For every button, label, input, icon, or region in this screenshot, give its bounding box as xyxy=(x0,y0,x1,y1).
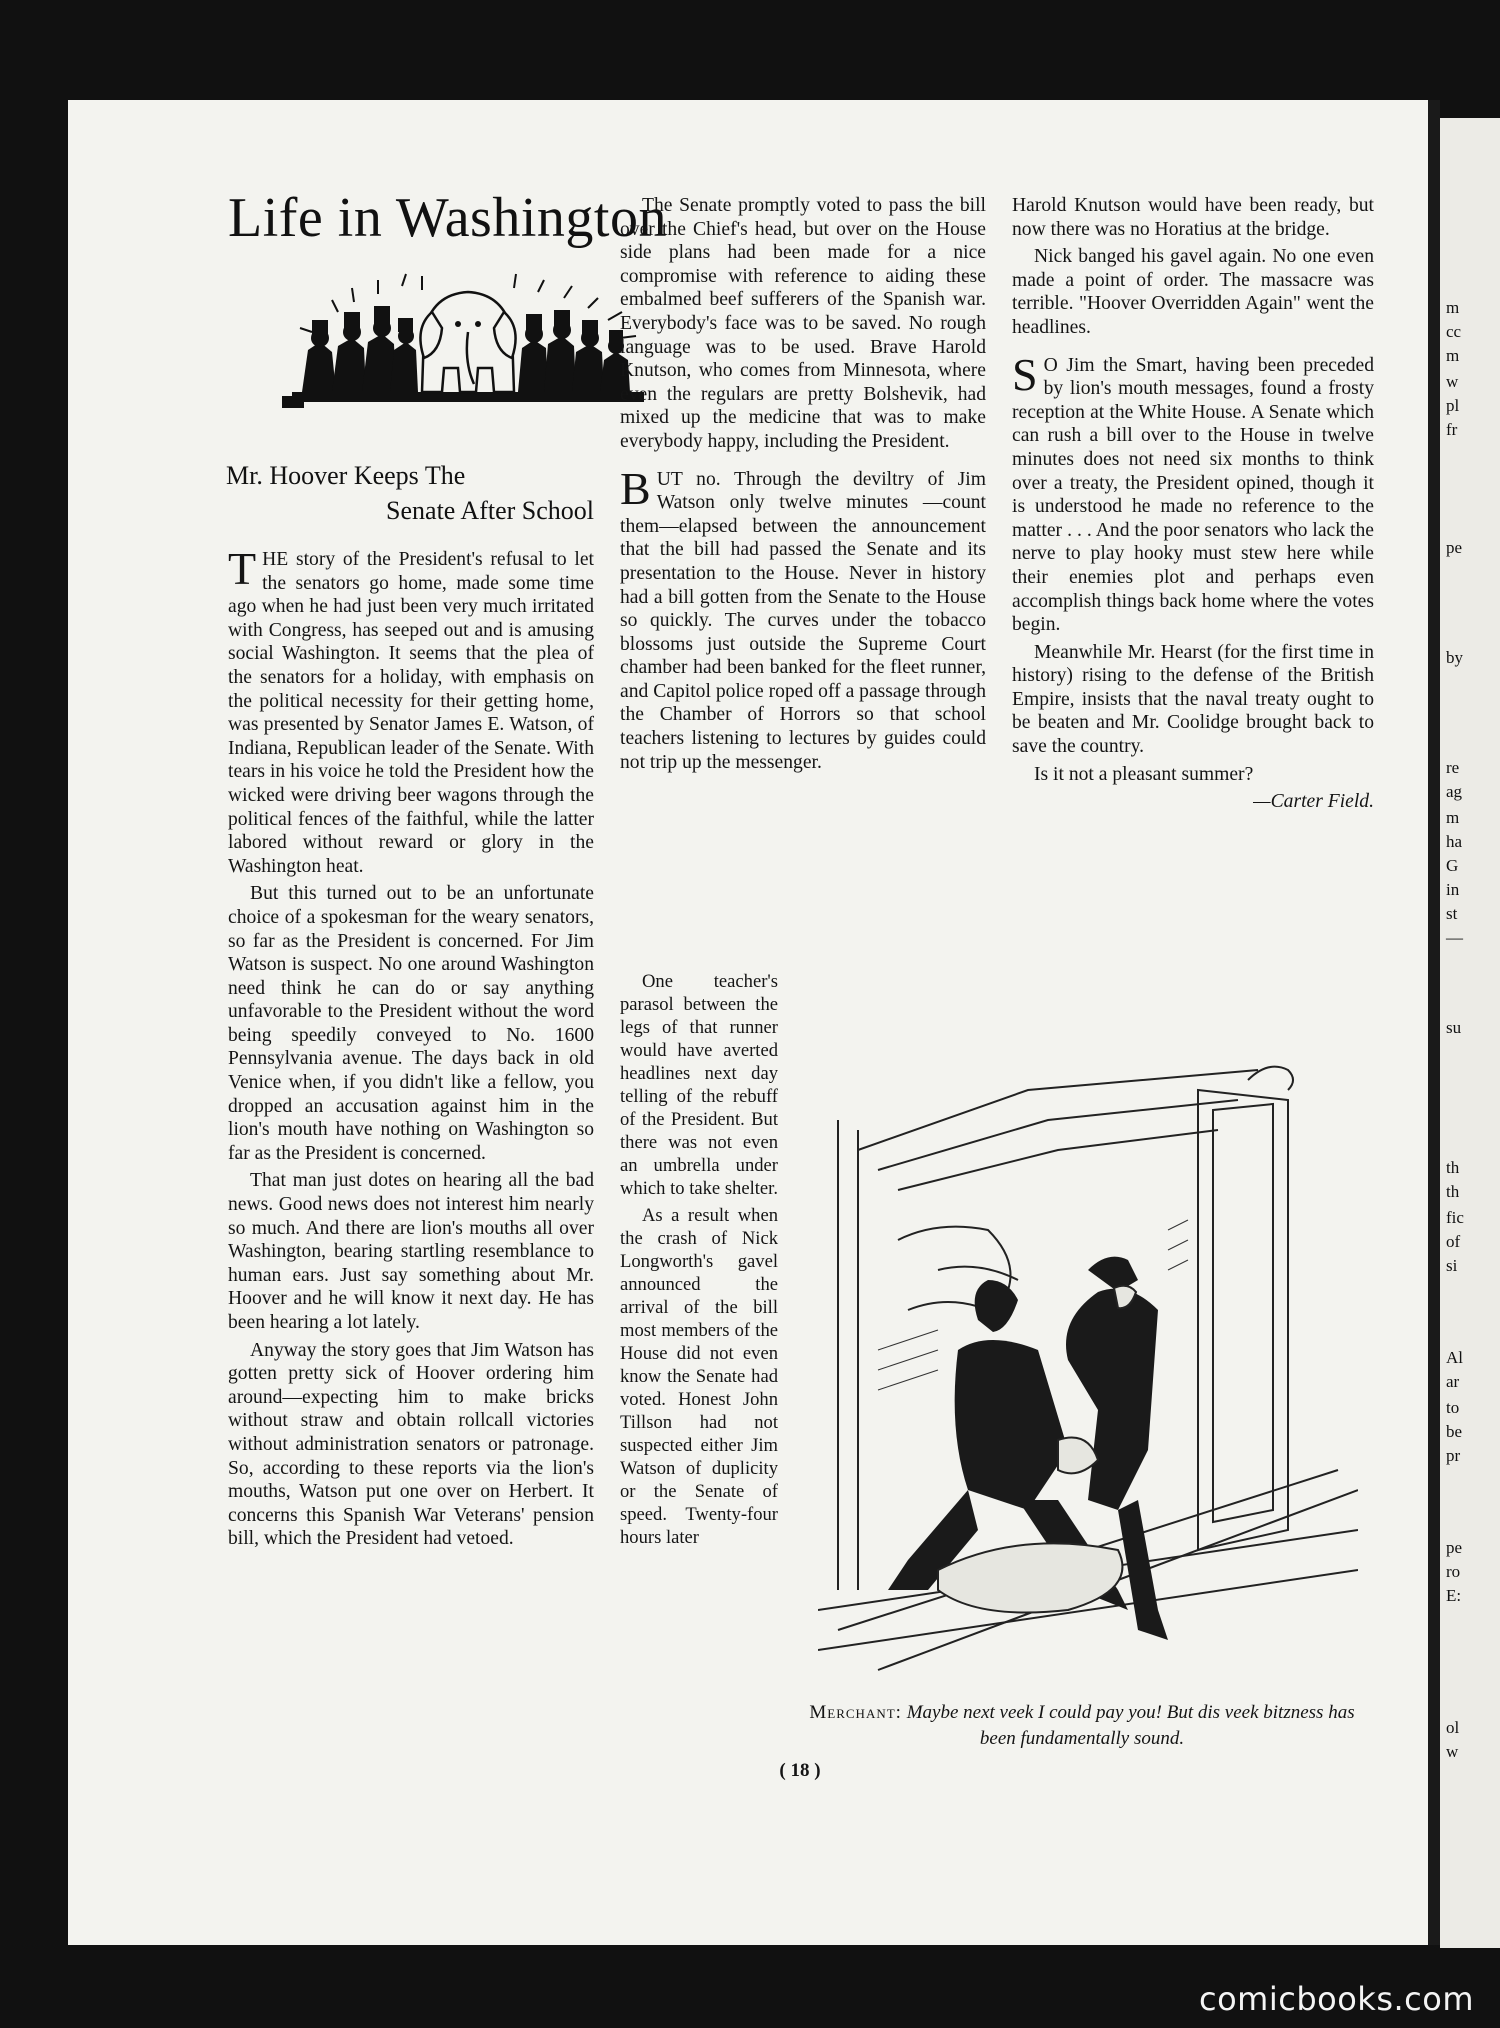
col1-paragraph-1: THE story of the President's refusal to let the senators go home, made some time ago when he had just been very much irritated with Congress, has seeped out and is amusing social Washington. It seems that the plea of the senators for a holiday, with emphasis on the political necessity for their getting home, was presented by Senator James E. Watson, of Indiana, Republican leader of the Senate. With tears in his voice he told the President how the wicked were driving beer wagons through the political fences of the faithful, while the latter labored without reward or glory in the Washington heat. xyxy=(228,543,594,877)
adjacent-page-text-fragment: ag xyxy=(1446,782,1463,801)
column-2 xyxy=(620,194,986,778)
site-watermark: comicbooks.com xyxy=(1198,1980,1474,2018)
article-title: Life in Washington xyxy=(228,187,667,249)
drop-cap: S xyxy=(1012,348,1038,400)
adjacent-page-text-fragment: pl xyxy=(1446,396,1460,415)
adjacent-page-text-fragment: E: xyxy=(1446,1586,1462,1605)
column-1 xyxy=(228,543,594,1555)
adjacent-page-text-fragment: fic xyxy=(1446,1208,1464,1227)
col2-paragraph-4: As a result when the crash of Nick Longworth's gavel announced the arrival of the bill most members of the House did not even know the Senate had voted. Honest John Tillson had not suspected either Jim Watson of duplicity or the Senate of speed. Twenty-four hours later xyxy=(620,1205,778,1548)
adjacent-page-text-fragment: re xyxy=(1446,758,1460,777)
col1-paragraph-4: Anyway the story goes that Jim Watson has gotten pretty sick of Hoover ordering him around—expecting him to make bricks without straw and obtain rollcall victories without administration senators or patronage. So, according to these reports via the lion's mouths, Watson put one over on Herbert. It concerns this Spanish War Veterans' pension bill, which the President had vetoed. xyxy=(228,1339,594,1550)
adjacent-page-text-fragment: fr xyxy=(1446,420,1458,439)
adjacent-page-text-fragment: th xyxy=(1446,1182,1460,1201)
adjacent-page-text-fragment: w xyxy=(1446,1742,1459,1761)
adjacent-page-edge xyxy=(1440,118,1500,1948)
adjacent-page-text-fragment: ol xyxy=(1446,1718,1460,1737)
col2-paragraph-1: The Senate promptly voted to pass the bill over the Chief's head, but over on the House side plans had been made for a nice compromise with reference to aiding these embalmed beef sufferers of the Spanish war. Everybody's face was to be saved. No rough language was to be used. Brave Harold Knutson, who comes from Minnesota, where even the regulars are pretty Bolshevik, had mixed up the medicine that was to make everybody happy, including the President. xyxy=(620,195,986,452)
adjacent-page-text-fragment: pr xyxy=(1446,1446,1461,1465)
adjacent-page-text-fragment: Al xyxy=(1446,1348,1463,1367)
adjacent-page-text-fragment: ar xyxy=(1446,1372,1460,1391)
article-subtitle xyxy=(226,458,594,528)
col3-paragraph-3: S O Jim the Smart, having been preceded by lion's mouth messages, found a frosty reception at the White House. A Senate which can rush a bill over to the House in twelve minutes does not need six months to think over a treaty, the President opined, though it is understood he made no reference to the matter . . . And the poor senators who lack the nerve to play hooky must stew here while their enemies plot and perhaps even accomplish things back home where the votes begin. xyxy=(1012,348,1374,636)
adjacent-page-text-fragment: m xyxy=(1446,298,1460,317)
column-3 xyxy=(1012,194,1374,818)
adjacent-page-text-fragment: m xyxy=(1446,346,1460,365)
col1-paragraph-2: But this turned out to be an unfortunate choice of a spokesman for the weary senators, so far as the President is concerned. For Jim Watson is suspect. No one around Washington need think he can do or say anything unfavorable to the President without the word being speedily conveyed to No. 1600 Pennsylvania avenue. The days back in old Venice when, if you didn't like a fellow, you dropped an accusation against him in the lion's mouth have nothing on Washington so far as the President is concerned. xyxy=(228,883,594,1164)
adjacent-page-text-fragment: of xyxy=(1446,1232,1461,1251)
col3-paragraph-2: Nick banged his gavel again. No one even made a point of order. The massacre was terrible. "Hoover Overridden Again" went the headlines. xyxy=(1012,246,1374,338)
page-number: ( 18 ) xyxy=(779,1760,821,1781)
adjacent-page-text-fragment: — xyxy=(1446,928,1463,947)
byline: —Carter Field. xyxy=(1253,791,1374,813)
cartoon-caption xyxy=(808,1700,1356,1752)
adjacent-page-text-fragment: si xyxy=(1446,1256,1458,1275)
adjacent-page-text-fragment: ro xyxy=(1446,1562,1461,1581)
adjacent-page-text-fragment: ha xyxy=(1446,832,1463,851)
subtitle-line-1: Mr. Hoover Keeps The xyxy=(226,461,466,490)
column-2-narrow xyxy=(620,970,778,1553)
page-gutter xyxy=(1428,100,1440,1945)
drop-cap: T xyxy=(228,543,257,594)
col3-paragraph-1: Harold Knutson would have been ready, but now there was no Horatius at the bridge. xyxy=(1012,195,1374,240)
adjacent-page-text-fragment: in xyxy=(1446,880,1460,899)
adjacent-page-text-fragment: su xyxy=(1446,1018,1462,1037)
crowd-elephant-illustration xyxy=(282,272,654,432)
adjacent-page-text-fragment: st xyxy=(1446,904,1458,923)
adjacent-page-text-fragment: be xyxy=(1446,1422,1463,1441)
col2-paragraph-3: One teacher's parasol between the legs of that runner would have averted headlines next day telling of the rebuff of the President. But there was not even an umbrella under which to take shelter. xyxy=(620,971,779,1199)
drop-cap: B xyxy=(620,462,651,514)
caption-quote: Maybe next veek I could pay you! But dis veek bitzness has been fundamentally sound. xyxy=(906,1702,1355,1749)
adjacent-page-text-fragment: to xyxy=(1446,1398,1460,1417)
adjacent-page-text-fragment: th xyxy=(1446,1158,1460,1177)
adjacent-page-text-fragment: w xyxy=(1446,372,1459,391)
merchant-cartoon-illustration xyxy=(818,1030,1358,1690)
caption-speaker: Merchant: xyxy=(809,1702,902,1723)
adjacent-page-text-fragment: pe xyxy=(1446,1538,1463,1557)
col3-paragraph-4: Meanwhile Mr. Hearst (for the first time in history) rising to the defense of the British Empire, insists that the naval treaty ought to be beaten and Mr. Coolidge brought back to save the country. xyxy=(1012,641,1374,758)
col1-paragraph-3: That man just dotes on hearing all the bad news. Good news does not interest him nearly so much. And there are lion's mouths all over Washington, bearing startling resemblance to human ears. Just say something about Mr. Hoover and he will know it next day. He has been hearing a lot lately. xyxy=(228,1170,594,1333)
col2-paragraph-2: BUT no. Through the deviltry of Jim Watson only twelve minutes —count them—elapsed between the announcement that the bill had passed the Senate and its presentation to the House. Never in history had a bill gotten from the Senate to the House so quickly. The curves under the tobacco blossoms just outside the Supreme Court chamber had been banked for the fleet runner, and Capitol police roped off a passage through the Chamber of Horrors so that school teachers listening to lectures by guides could not trip up the messenger. xyxy=(620,462,986,773)
adjacent-page-text-fragment: G xyxy=(1446,856,1459,875)
adjacent-page-text-fragment: pe xyxy=(1446,538,1463,557)
subtitle-line-2: Senate After School xyxy=(386,496,594,525)
adjacent-page-text-fragment: m xyxy=(1446,808,1460,827)
adjacent-page-text-fragment: by xyxy=(1446,648,1463,667)
col3-paragraph-5: Is it not a pleasant summer? xyxy=(1034,763,1254,785)
adjacent-page-text-fragment: cc xyxy=(1446,322,1462,341)
